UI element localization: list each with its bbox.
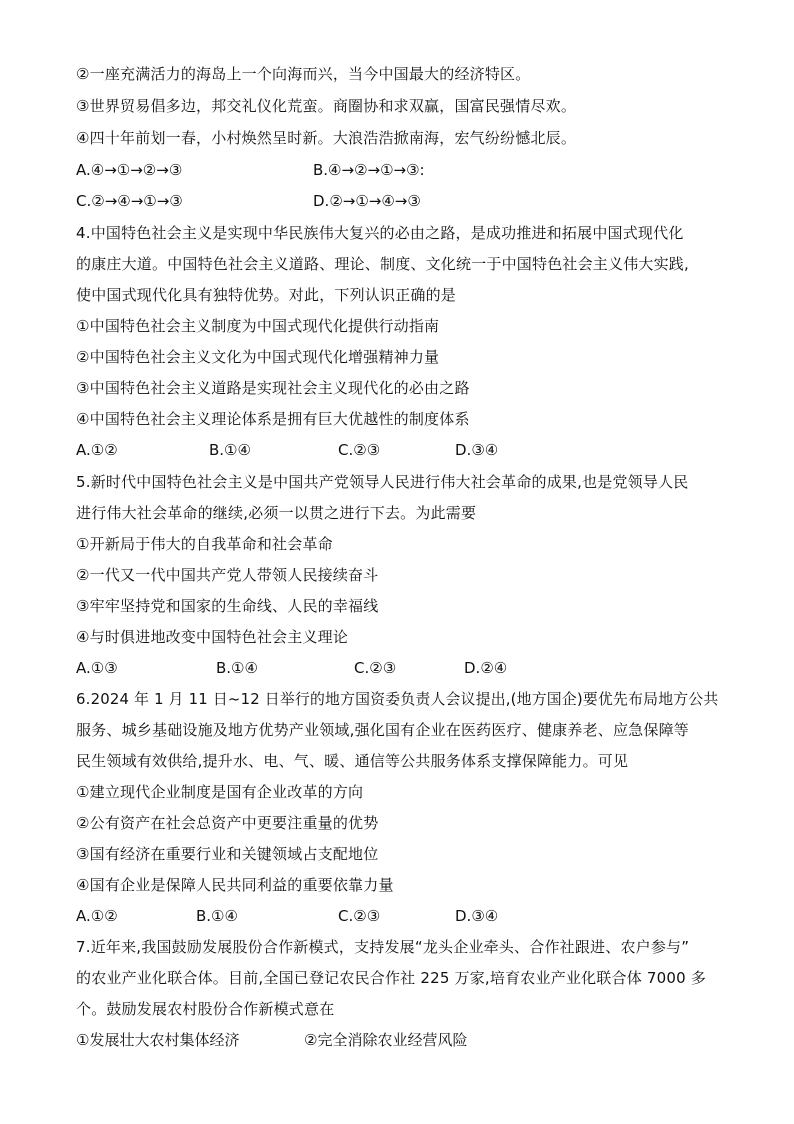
q5-option-b: B.①④ (216, 659, 258, 677)
q6-item-1: ①建立现代企业制度是国有企业改革的方向 (76, 783, 364, 801)
q5-item-2: ②一代又一代中国共产党人带领人民接续奋斗 (76, 566, 379, 584)
q4-option-a: A.①② (76, 441, 118, 459)
q6-option-d: D.③④ (455, 907, 499, 925)
q4-item-3: ③中国特色社会主义道路是实现社会主义现代化的必由之路 (76, 379, 470, 397)
q3-item-2: ②一座充满活力的海岛上一个向海而兴，当今中国最大的经济特区。 (76, 65, 531, 83)
q6-option-c: C.②③ (338, 907, 381, 925)
q5-stem-line: 进行伟大社会革命的继续,必须一以贯之进行下去。为此需要 (76, 504, 477, 522)
q7-item-1: ①发展壮大农村集体经济 (76, 1031, 240, 1049)
q6-item-2: ②公有资产在社会总资产中更要注重量的优势 (76, 814, 379, 832)
q5-option-d: D.②④ (464, 659, 508, 677)
q3-item-3: ③世界贸易倡多边，邦交礼仪化荒蛮。商圈协和求双赢，国富民强情尽欢。 (76, 97, 577, 115)
q4-item-1: ①中国特色社会主义制度为中国式现代化提供行动指南 (76, 317, 440, 335)
q7-stem-line: 7.近年来,我国鼓励发展股份合作新模式，支持发展“龙头企业牵头、合作社跟进、农户参与” (76, 938, 690, 956)
q4-stem-line: 的康庄大道。中国特色社会主义道路、理论、制度、文化统一于中国特色社会主义伟大实践, (76, 255, 689, 273)
q3-item-4: ④四十年前划一春，小村焕然呈时新。大浪浩浩掀南海，宏气纷纷憾北辰。 (76, 129, 577, 147)
q6-item-4: ④国有企业是保障人民共同利益的重要依靠力量 (76, 876, 394, 894)
q5-item-3: ③牢牢坚持党和国家的生命线、人民的幸福线 (76, 597, 379, 615)
q7-stem-line: 个。鼓励发展农村股份合作新模式意在 (76, 1000, 335, 1018)
q4-stem-line: 使中国式现代化具有独特优势。对此，下列认识正确的是 (76, 286, 457, 304)
q5-option-c: C.②③ (354, 659, 397, 677)
q4-stem-line: 4.中国特色社会主义是实现中华民族伟大复兴的必由之路，是成功推进和拓展中国式现代化 (76, 224, 684, 242)
q4-option-d: D.③④ (455, 441, 499, 459)
q5-option-a: A.①③ (76, 659, 118, 677)
q6-stem-line: 服务、城乡基础设施及地方优势产业领域,强化国有企业在医药医疗、健康养老、应急保障等 (76, 721, 689, 739)
q3-option-c: C.②→④→①→③ (76, 192, 183, 210)
q4-item-2: ②中国特色社会主义文化为中国式现代化增强精神力量 (76, 348, 440, 366)
q3-option-a: A.④→①→②→③ (76, 161, 183, 179)
q3-option-b: B.④→②→①→③: (313, 161, 425, 179)
q3-option-d: D.②→①→④→③ (313, 192, 421, 210)
q6-item-3: ③国有经济在重要行业和关键领域占支配地位 (76, 845, 379, 863)
q6-stem-line: 民生领域有效供给,提升水、电、气、暖、通信等公共服务体系支撑保障能力。可见 (76, 752, 629, 770)
q5-item-1: ①开新局于伟大的自我革命和社会革命 (76, 535, 333, 553)
q4-item-4: ④中国特色社会主义理论体系是拥有巨大优越性的制度体系 (76, 410, 470, 428)
q7-stem-line: 的农业产业化联合体。目前,全国已登记农民合作社 225 万家,培育农业产业化联合体 7000 多 (76, 969, 707, 987)
q5-stem-line: 5.新时代中国特色社会主义是中国共产党领导人民进行伟大社会革命的成果,也是党领导人民 (76, 473, 689, 491)
q6-option-a: A.①② (76, 907, 118, 925)
q6-stem-line: 6.2024 年 1 月 11 日~12 日举行的地方国资委负责人会议提出,(地方国企)要优先布局地方公共 (76, 690, 719, 708)
q5-item-4: ④与时俱进地改变中国特色社会主义理论 (76, 628, 349, 646)
q4-option-c: C.②③ (338, 441, 381, 459)
q6-option-b: B.①④ (196, 907, 238, 925)
q7-item-2: ②完全消除农业经营风险 (304, 1031, 468, 1049)
q4-option-b: B.①④ (209, 441, 251, 459)
